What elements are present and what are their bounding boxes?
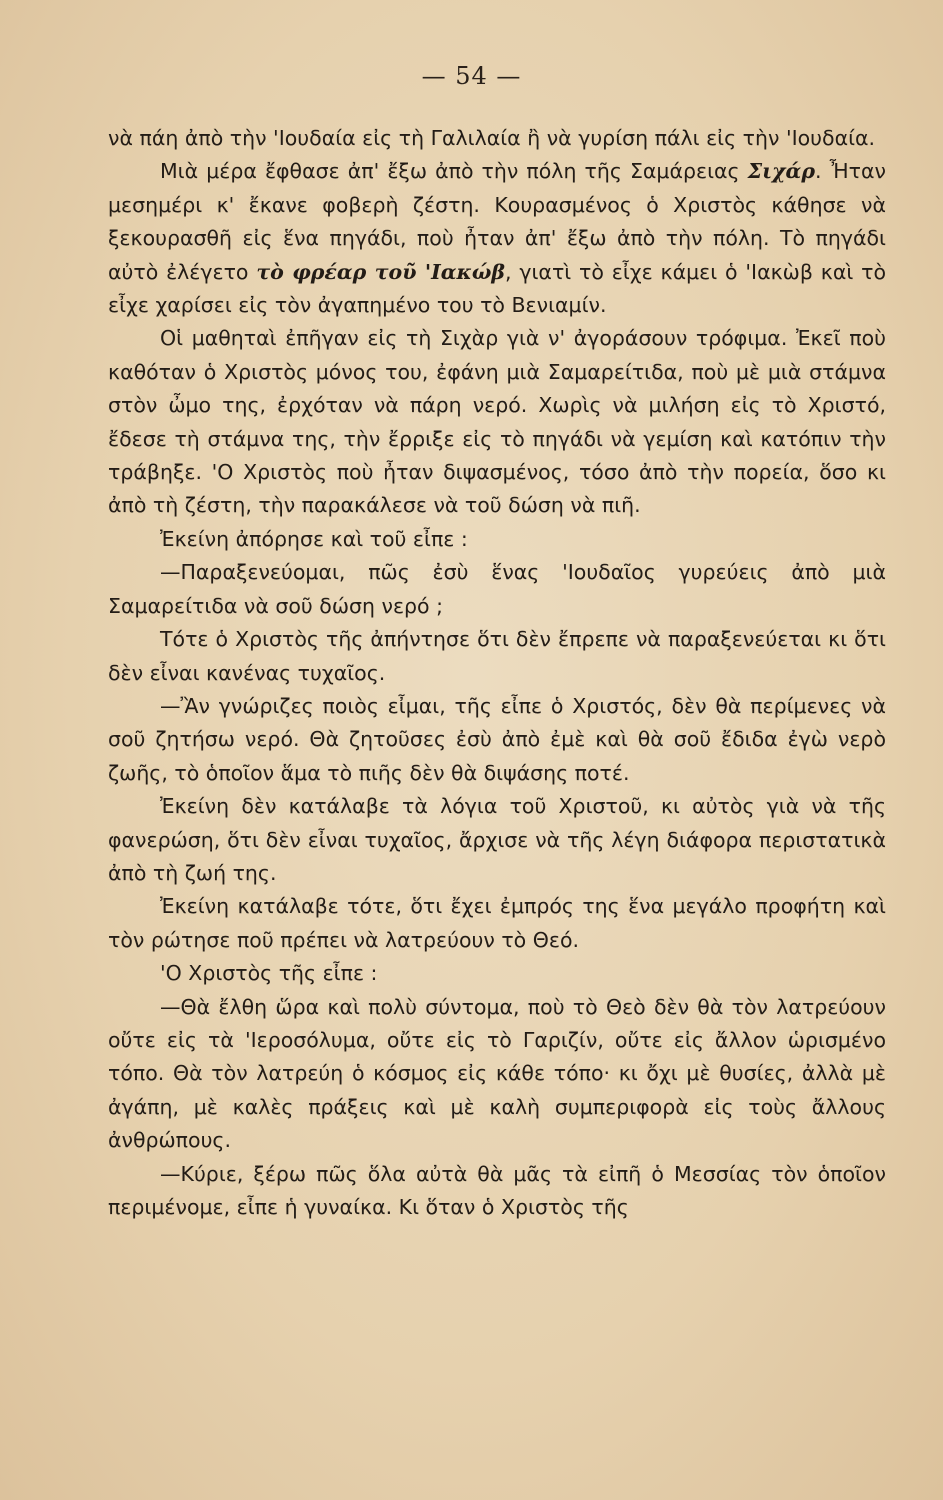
text-segment: Ἐκείνη ἀπόρησε καὶ τοῦ εἶπε : — [160, 526, 468, 551]
paragraph — [108, 122, 886, 155]
text-segment: νὰ πάη ἀπὸ τὴν 'Ιουδαία εἰς τὴ Γαλιλαία ἢ νὰ γυρίση πάλι εἰς τὴν 'Ιουδαία. — [108, 126, 876, 150]
paragraph — [108, 991, 886, 1158]
paragraph — [108, 623, 886, 690]
text-segment: Οἱ μαθηταὶ ἐπῆγαν εἰς τὴ Σιχὰρ γιὰ ν' ἀγοράσουν τρόφιμα. Ἐκεῖ ποὺ καθόταν ὁ Χριστὸς μόνος του, ἐφάνη μιὰ Σαμαρείτιδα, ποὺ μὲ μιὰ στάμνα στὸν ὦμο της, ἐρχόταν νὰ πάρη νερό. Χωρὶς νὰ μιλήση εἰς τὸ Χριστό, ἔδεσε τὴ στάμνα της, τὴν ἔρριξε εἰς τὸ πηγάδι νὰ γεμίση καὶ κατόπιν τὴν τράβηξε. 'Ο Χριστὸς ποὺ ἦταν διψασμένος, τόσο ἀπὸ τὴν πορεία, ὅσο κι ἀπὸ τὴ ζέστη, τὴν παρακάλεσε νὰ τοῦ δώση νὰ πιῆ. — [108, 326, 886, 518]
paragraph — [108, 1158, 886, 1225]
paragraph — [108, 690, 886, 790]
text-segment: Τότε ὁ Χριστὸς τῆς ἀπήντησε ὅτι δὲν ἔπρεπε νὰ παραξενεύεται κι ὅτι δὲν εἶναι κανένας τυχαῖος. — [108, 627, 886, 685]
text-segment: —Παραξενεύομαι, πῶς ἐσὺ ἕνας 'Ιουδαῖος γυρεύεις ἀπὸ μιὰ Σαμαρείτιδα νὰ σοῦ δώση νερό ; — [108, 560, 886, 618]
paragraph — [108, 890, 886, 957]
text-segment: Ἐκείνη κατάλαβε τότε, ὅτι ἔχει ἐμπρός της ἕνα μεγάλο προφήτη καὶ τὸν ρώτησε ποῦ πρέπει νὰ λατρεύουν τὸ Θεό. — [108, 894, 886, 952]
paragraph — [108, 155, 886, 322]
text-segment: , γιατὶ τὸ εἶχε κάμει ὁ 'Ιακὼβ καὶ τὸ εἶχε χαρίσει εἰς τὸν ἀγαπημένο του τὸ Βενιαμίν. — [108, 259, 886, 318]
text-segment: Ἐκείνη δὲν κατάλαβε τὰ λόγια τοῦ Χριστοῦ, κι αὐτὸς γιὰ νὰ τῆς φανερώση, ὅτι δὲν εἶναι τυχαῖος, ἄρχισε νὰ τῆς λέγη διάφορα περιστατικὰ ἀπὸ τὴ ζωή της. — [108, 794, 886, 885]
text-segment: —Ἂν γνώριζες ποιὸς εἶμαι, τῆς εἶπε ὁ Χριστός, δὲν θὰ περίμενες νὰ σοῦ ζητήσω νερό. Θὰ ζητοῦσες ἐσὺ ἀπὸ ἐμὲ καὶ θὰ σοῦ ἔδιδα ἐγὼ νερὸ ζωῆς, τὸ ὁποῖον ἅμα τὸ πιῆς δὲν θὰ διψάσης ποτέ. — [108, 693, 886, 785]
text-segment: —Θὰ ἔλθη ὥρα καὶ πολὺ σύντομα, ποὺ τὸ Θεὸ δὲν θὰ τὸν λατρεύουν οὔτε εἰς τὰ 'Ιεροσόλυμα, οὔτε εἰς τὸ Γαριζίν, οὔτε εἰς ἄλλον ὡρισμένο τόπο. Θὰ τὸν λατρεύη ὁ κόσμος εἰς κάθε τόπο· κι ὄχι μὲ θυσίες, ἀλλὰ μὲ ἀγάπη, μὲ καλὲς πράξεις καὶ μὲ καλὴ συμπεριφορὰ εἰς τοὺς ἄλλους ἀνθρώπους. — [108, 994, 886, 1153]
emphasized-text: Σιχάρ — [747, 159, 815, 184]
page-number: — 54 — — [421, 62, 522, 90]
page-text-body — [108, 122, 886, 1224]
paragraph — [108, 957, 886, 990]
paragraph — [108, 523, 886, 556]
paragraph — [108, 790, 886, 890]
text-segment: —Κύριε, ξέρω πῶς ὅλα αὐτὰ θὰ μᾶς τὰ εἰπῆ ὁ Μεσσίας τὸν ὁποῖον περιμένομε, εἶπε ἡ γυναίκα. Κι ὅταν ὁ Χριστὸς τῆς — [108, 1161, 886, 1219]
text-segment: Μιὰ μέρα ἔφθασε ἀπ' ἔξω ἀπὸ τὴν πόλη τῆς Σαμάρειας — [160, 159, 748, 184]
emphasized-text: τὸ φρέαρ τοῦ 'Ιακώβ — [256, 259, 506, 284]
text-segment: 'Ο Χριστὸς τῆς εἶπε : — [160, 961, 378, 986]
paragraph — [108, 556, 886, 623]
text-segment: . Ἦταν μεσημέρι κ' ἔκανε φοβερὴ ζέστη. Κουρασμένος ὁ Χριστὸς κάθησε νὰ ξεκουρασθῆ εἰς ἕνα πηγάδι, ποὺ ἦταν ἀπ' ἔξω ἀπὸ τὴν πόλη. Τὸ πηγάδι αὐτὸ ἐλέγετο — [108, 159, 886, 284]
paragraph — [108, 322, 886, 522]
